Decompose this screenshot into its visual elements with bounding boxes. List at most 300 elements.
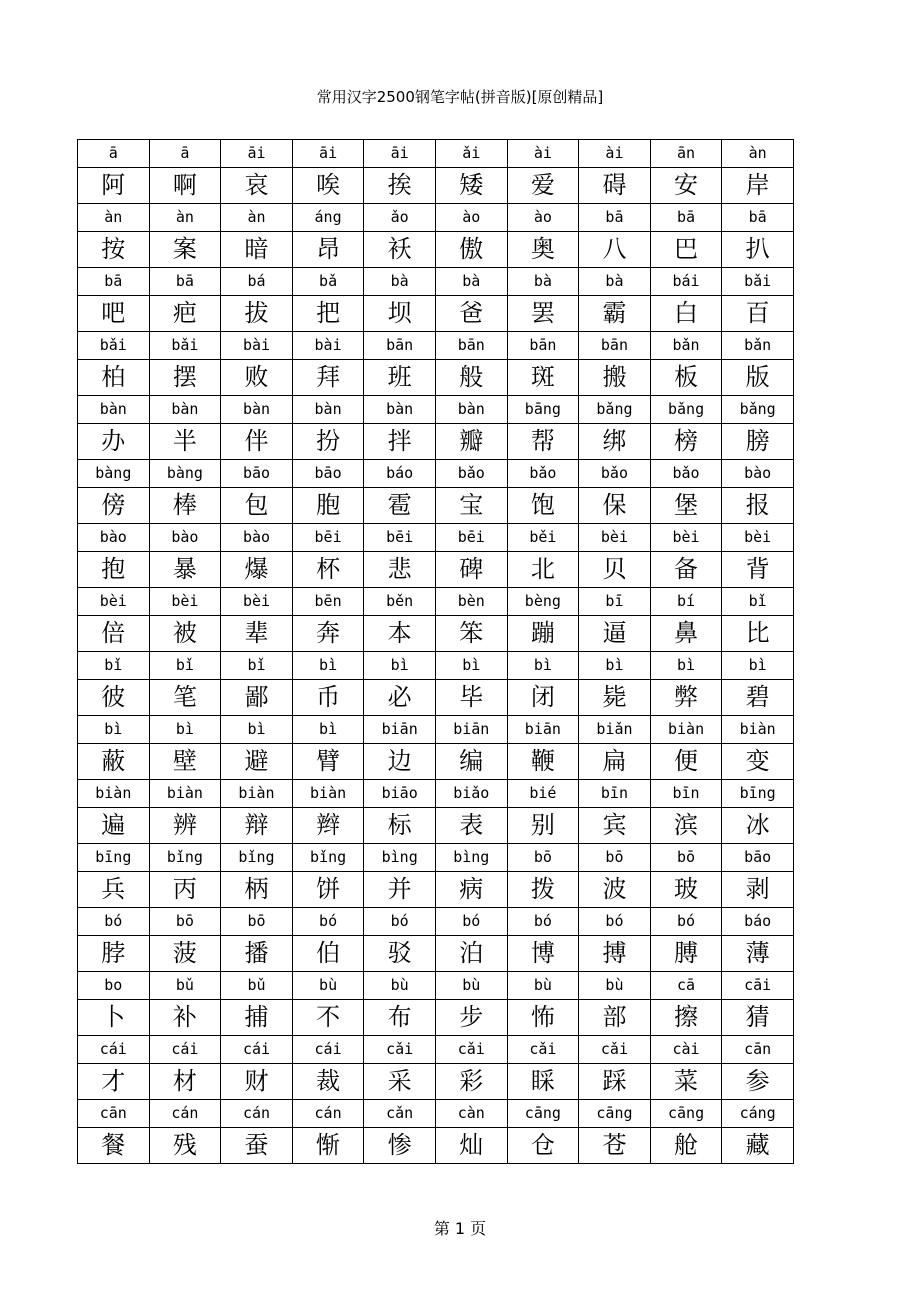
pinyin-cell: bō	[221, 908, 293, 936]
character-cell: 残	[149, 1128, 221, 1164]
character-cell: 碍	[579, 168, 651, 204]
pinyin-cell: cǎi	[579, 1036, 651, 1064]
pinyin-cell: bàn	[292, 396, 364, 424]
character-cell: 臂	[292, 744, 364, 780]
pinyin-row	[78, 780, 794, 808]
character-cell: 编	[435, 744, 507, 780]
pinyin-cell: bǐng	[292, 844, 364, 872]
character-cell: 把	[292, 296, 364, 332]
pinyin-cell: biǎn	[579, 716, 651, 744]
pinyin-row	[78, 716, 794, 744]
character-cell: 笨	[435, 616, 507, 652]
character-cell: 弊	[650, 680, 722, 716]
character-row	[78, 488, 794, 524]
pinyin-cell: bàn	[364, 396, 436, 424]
pinyin-cell: ān	[650, 140, 722, 168]
character-cell: 吧	[78, 296, 150, 332]
pinyin-row	[78, 588, 794, 616]
character-cell: 毕	[435, 680, 507, 716]
pinyin-cell: bèi	[221, 588, 293, 616]
pinyin-cell: bēi	[435, 524, 507, 552]
character-cell: 蚕	[221, 1128, 293, 1164]
pinyin-cell: biàn	[292, 780, 364, 808]
pinyin-cell: biàn	[221, 780, 293, 808]
pinyin-cell: bèi	[149, 588, 221, 616]
pinyin-cell: cán	[292, 1100, 364, 1128]
character-cell: 搬	[579, 360, 651, 396]
character-cell: 败	[221, 360, 293, 396]
character-cell: 鞭	[507, 744, 579, 780]
character-cell: 怖	[507, 1000, 579, 1036]
character-cell: 才	[78, 1064, 150, 1100]
pinyin-cell: bǐng	[149, 844, 221, 872]
character-cell: 卜	[78, 1000, 150, 1036]
character-cell: 挨	[364, 168, 436, 204]
pinyin-cell: bèi	[78, 588, 150, 616]
character-cell: 矮	[435, 168, 507, 204]
character-cell: 毙	[579, 680, 651, 716]
character-row	[78, 552, 794, 588]
character-cell: 舱	[650, 1128, 722, 1164]
page-title: 常用汉字2500钢笔字帖(拼音版)[原创精品]	[316, 88, 604, 106]
pinyin-cell: cán	[221, 1100, 293, 1128]
pinyin-cell: bāng	[507, 396, 579, 424]
pinyin-cell: běi	[507, 524, 579, 552]
pinyin-cell: biǎo	[435, 780, 507, 808]
character-cell: 鄙	[221, 680, 293, 716]
copybook-grid	[77, 139, 794, 1164]
character-cell: 宝	[435, 488, 507, 524]
pinyin-cell: bīng	[78, 844, 150, 872]
pinyin-cell: ào	[507, 204, 579, 232]
character-cell: 拌	[364, 424, 436, 460]
pinyin-cell: cái	[221, 1036, 293, 1064]
pinyin-cell: bó	[650, 908, 722, 936]
pinyin-cell: bān	[364, 332, 436, 360]
pinyin-cell: bà	[435, 268, 507, 296]
pinyin-cell: bó	[507, 908, 579, 936]
pinyin-cell: bēn	[292, 588, 364, 616]
pinyin-row	[78, 652, 794, 680]
character-cell: 彼	[78, 680, 150, 716]
pinyin-cell: bào	[149, 524, 221, 552]
pinyin-cell: bèi	[650, 524, 722, 552]
pinyin-cell: bàng	[149, 460, 221, 488]
pinyin-cell: bǐ	[149, 652, 221, 680]
character-cell: 岸	[722, 168, 794, 204]
pinyin-cell: bì	[292, 716, 364, 744]
pinyin-cell: bǎ	[292, 268, 364, 296]
pinyin-cell: bàng	[78, 460, 150, 488]
pinyin-cell: bì	[221, 716, 293, 744]
character-cell: 傍	[78, 488, 150, 524]
pinyin-cell: cán	[149, 1100, 221, 1128]
character-cell: 别	[507, 808, 579, 844]
character-cell: 博	[507, 936, 579, 972]
character-cell: 滨	[650, 808, 722, 844]
pinyin-cell: bù	[364, 972, 436, 1000]
character-cell: 播	[221, 936, 293, 972]
pinyin-cell: cáng	[722, 1100, 794, 1128]
pinyin-cell: bō	[579, 844, 651, 872]
character-cell: 悲	[364, 552, 436, 588]
pinyin-row	[78, 204, 794, 232]
character-cell: 遍	[78, 808, 150, 844]
pinyin-cell: bān	[579, 332, 651, 360]
character-cell: 罢	[507, 296, 579, 332]
pinyin-cell: bàn	[78, 396, 150, 424]
pinyin-cell: ǎo	[364, 204, 436, 232]
pinyin-cell: bà	[507, 268, 579, 296]
pinyin-cell: bīn	[650, 780, 722, 808]
character-cell: 玻	[650, 872, 722, 908]
pinyin-cell: bō	[650, 844, 722, 872]
character-cell: 帮	[507, 424, 579, 460]
character-cell: 搏	[579, 936, 651, 972]
character-cell: 扒	[722, 232, 794, 268]
character-cell: 阿	[78, 168, 150, 204]
pinyin-cell: cāng	[507, 1100, 579, 1128]
character-cell: 版	[722, 360, 794, 396]
pinyin-row	[78, 396, 794, 424]
character-cell: 宾	[579, 808, 651, 844]
pinyin-cell: ài	[579, 140, 651, 168]
character-cell: 瓣	[435, 424, 507, 460]
character-cell: 包	[221, 488, 293, 524]
character-cell: 比	[722, 616, 794, 652]
pinyin-cell: běn	[364, 588, 436, 616]
character-cell: 按	[78, 232, 150, 268]
pinyin-cell: ā	[149, 140, 221, 168]
character-cell: 拜	[292, 360, 364, 396]
character-cell: 辩	[221, 808, 293, 844]
pinyin-cell: ā	[78, 140, 150, 168]
pinyin-row	[78, 268, 794, 296]
character-cell: 辨	[149, 808, 221, 844]
character-cell: 仓	[507, 1128, 579, 1164]
pinyin-cell: bǎn	[650, 332, 722, 360]
character-cell: 雹	[364, 488, 436, 524]
pinyin-row	[78, 972, 794, 1000]
pinyin-cell: bān	[435, 332, 507, 360]
character-cell: 摆	[149, 360, 221, 396]
character-cell: 币	[292, 680, 364, 716]
character-cell: 补	[149, 1000, 221, 1036]
pinyin-cell: bān	[507, 332, 579, 360]
pinyin-cell: cāi	[722, 972, 794, 1000]
pinyin-row	[78, 844, 794, 872]
pinyin-cell: cái	[292, 1036, 364, 1064]
pinyin-cell: bèn	[435, 588, 507, 616]
pinyin-row	[78, 1036, 794, 1064]
character-cell: 拨	[507, 872, 579, 908]
character-cell: 财	[221, 1064, 293, 1100]
pinyin-cell: bī	[579, 588, 651, 616]
pinyin-cell: bīng	[722, 780, 794, 808]
character-cell: 碧	[722, 680, 794, 716]
pinyin-cell: bàn	[435, 396, 507, 424]
character-cell: 备	[650, 552, 722, 588]
character-cell: 边	[364, 744, 436, 780]
pinyin-row	[78, 524, 794, 552]
character-cell: 捕	[221, 1000, 293, 1036]
pinyin-cell: bo	[78, 972, 150, 1000]
pinyin-cell: biàn	[78, 780, 150, 808]
pinyin-cell: āi	[364, 140, 436, 168]
character-cell: 杯	[292, 552, 364, 588]
pinyin-cell: bǎo	[650, 460, 722, 488]
character-cell: 布	[364, 1000, 436, 1036]
pinyin-cell: bā	[149, 268, 221, 296]
character-row	[78, 360, 794, 396]
pinyin-cell: bà	[579, 268, 651, 296]
character-row	[78, 936, 794, 972]
pinyin-cell: bāo	[292, 460, 364, 488]
character-cell: 贝	[579, 552, 651, 588]
pinyin-cell: bái	[650, 268, 722, 296]
pinyin-row	[78, 140, 794, 168]
pinyin-cell: biàn	[650, 716, 722, 744]
pinyin-cell: bì	[507, 652, 579, 680]
character-cell: 被	[149, 616, 221, 652]
pinyin-cell: bèi	[579, 524, 651, 552]
character-cell: 傲	[435, 232, 507, 268]
character-cell: 变	[722, 744, 794, 780]
character-cell: 丙	[149, 872, 221, 908]
character-cell: 冰	[722, 808, 794, 844]
character-cell: 案	[149, 232, 221, 268]
character-cell: 奔	[292, 616, 364, 652]
character-cell: 爱	[507, 168, 579, 204]
pinyin-cell: bāo	[221, 460, 293, 488]
pinyin-cell: bèng	[507, 588, 579, 616]
character-cell: 薄	[722, 936, 794, 972]
pinyin-cell: cǎn	[364, 1100, 436, 1128]
character-row	[78, 1128, 794, 1164]
pinyin-cell: bì	[650, 652, 722, 680]
pinyin-cell: bǐ	[78, 652, 150, 680]
character-row	[78, 680, 794, 716]
character-cell: 拔	[221, 296, 293, 332]
character-cell: 斑	[507, 360, 579, 396]
character-cell: 饱	[507, 488, 579, 524]
pinyin-cell: bài	[292, 332, 364, 360]
character-cell: 蔽	[78, 744, 150, 780]
character-cell: 袄	[364, 232, 436, 268]
character-cell: 踩	[579, 1064, 651, 1100]
character-cell: 霸	[579, 296, 651, 332]
character-cell: 爸	[435, 296, 507, 332]
pinyin-cell: bǎo	[579, 460, 651, 488]
character-cell: 部	[579, 1000, 651, 1036]
character-cell: 便	[650, 744, 722, 780]
character-cell: 菠	[149, 936, 221, 972]
character-cell: 暴	[149, 552, 221, 588]
character-cell: 奥	[507, 232, 579, 268]
pinyin-cell: ài	[507, 140, 579, 168]
pinyin-row	[78, 460, 794, 488]
pinyin-cell: bó	[364, 908, 436, 936]
pinyin-cell: bà	[364, 268, 436, 296]
character-cell: 避	[221, 744, 293, 780]
character-cell: 笔	[149, 680, 221, 716]
pinyin-cell: báo	[722, 908, 794, 936]
character-cell: 步	[435, 1000, 507, 1036]
pinyin-cell: bǎng	[650, 396, 722, 424]
character-cell: 扁	[579, 744, 651, 780]
character-cell: 参	[722, 1064, 794, 1100]
pinyin-cell: bō	[507, 844, 579, 872]
character-cell: 唉	[292, 168, 364, 204]
character-cell: 彩	[435, 1064, 507, 1100]
character-cell: 保	[579, 488, 651, 524]
pinyin-cell: báo	[364, 460, 436, 488]
character-row	[78, 872, 794, 908]
character-cell: 啊	[149, 168, 221, 204]
pinyin-cell: bǎng	[579, 396, 651, 424]
character-cell: 坝	[364, 296, 436, 332]
character-cell: 裁	[292, 1064, 364, 1100]
character-cell: 逼	[579, 616, 651, 652]
pinyin-cell: bǎn	[722, 332, 794, 360]
character-row	[78, 168, 794, 204]
pinyin-cell: bó	[435, 908, 507, 936]
pinyin-cell: bǎo	[435, 460, 507, 488]
pinyin-cell: bì	[78, 716, 150, 744]
character-row	[78, 808, 794, 844]
character-cell: 般	[435, 360, 507, 396]
pinyin-cell: bǐ	[722, 588, 794, 616]
character-cell: 波	[579, 872, 651, 908]
pinyin-cell: bō	[149, 908, 221, 936]
pinyin-cell: bì	[579, 652, 651, 680]
pinyin-cell: cāng	[579, 1100, 651, 1128]
pinyin-cell: cān	[78, 1100, 150, 1128]
character-cell: 本	[364, 616, 436, 652]
character-cell: 饼	[292, 872, 364, 908]
character-cell: 菜	[650, 1064, 722, 1100]
character-cell: 北	[507, 552, 579, 588]
character-cell: 柄	[221, 872, 293, 908]
pinyin-cell: bìng	[364, 844, 436, 872]
pinyin-cell: càn	[435, 1100, 507, 1128]
character-cell: 爆	[221, 552, 293, 588]
pinyin-cell: bǎi	[149, 332, 221, 360]
character-cell: 标	[364, 808, 436, 844]
character-cell: 巴	[650, 232, 722, 268]
character-row	[78, 1000, 794, 1036]
character-row	[78, 1064, 794, 1100]
character-cell: 膀	[722, 424, 794, 460]
character-cell: 半	[149, 424, 221, 460]
character-row	[78, 424, 794, 460]
pinyin-cell: bǔ	[149, 972, 221, 1000]
pinyin-cell: ǎi	[435, 140, 507, 168]
pinyin-cell: bù	[507, 972, 579, 1000]
pinyin-cell: bàn	[221, 396, 293, 424]
pinyin-cell: bào	[78, 524, 150, 552]
character-cell: 昂	[292, 232, 364, 268]
character-cell: 疤	[149, 296, 221, 332]
character-row	[78, 744, 794, 780]
pinyin-cell: bào	[221, 524, 293, 552]
pinyin-cell: cā	[650, 972, 722, 1000]
character-row	[78, 232, 794, 268]
character-cell: 膊	[650, 936, 722, 972]
character-cell: 惨	[364, 1128, 436, 1164]
character-cell: 办	[78, 424, 150, 460]
pinyin-cell: bǔ	[221, 972, 293, 1000]
pinyin-cell: bié	[507, 780, 579, 808]
pinyin-cell: bó	[579, 908, 651, 936]
page-number: 第 1 页	[433, 1219, 487, 1238]
pinyin-cell: bā	[579, 204, 651, 232]
pinyin-cell: cǎi	[435, 1036, 507, 1064]
character-cell: 必	[364, 680, 436, 716]
character-cell: 不	[292, 1000, 364, 1036]
character-cell: 擦	[650, 1000, 722, 1036]
character-cell: 闭	[507, 680, 579, 716]
character-cell: 睬	[507, 1064, 579, 1100]
character-cell: 报	[722, 488, 794, 524]
character-cell: 扮	[292, 424, 364, 460]
pinyin-cell: àn	[221, 204, 293, 232]
character-cell: 胞	[292, 488, 364, 524]
character-row	[78, 296, 794, 332]
pinyin-cell: bì	[435, 652, 507, 680]
character-cell: 辫	[292, 808, 364, 844]
pinyin-cell: bā	[650, 204, 722, 232]
character-cell: 苍	[579, 1128, 651, 1164]
pinyin-cell: áng	[292, 204, 364, 232]
character-cell: 安	[650, 168, 722, 204]
character-cell: 餐	[78, 1128, 150, 1164]
pinyin-cell: bēi	[364, 524, 436, 552]
pinyin-cell: àn	[722, 140, 794, 168]
pinyin-row	[78, 332, 794, 360]
character-cell: 绑	[579, 424, 651, 460]
pinyin-cell: cǎi	[364, 1036, 436, 1064]
pinyin-cell: āi	[221, 140, 293, 168]
pinyin-cell: biān	[364, 716, 436, 744]
pinyin-cell: bīn	[579, 780, 651, 808]
character-cell: 驳	[364, 936, 436, 972]
character-cell: 抱	[78, 552, 150, 588]
character-cell: 暗	[221, 232, 293, 268]
pinyin-cell: cān	[722, 1036, 794, 1064]
character-cell: 并	[364, 872, 436, 908]
character-cell: 藏	[722, 1128, 794, 1164]
pinyin-cell: cái	[78, 1036, 150, 1064]
pinyin-cell: bēi	[292, 524, 364, 552]
character-cell: 哀	[221, 168, 293, 204]
pinyin-cell: ào	[435, 204, 507, 232]
character-cell: 板	[650, 360, 722, 396]
pinyin-cell: bǐng	[221, 844, 293, 872]
pinyin-cell: bāo	[722, 844, 794, 872]
character-cell: 碑	[435, 552, 507, 588]
pinyin-row	[78, 1100, 794, 1128]
pinyin-cell: bì	[292, 652, 364, 680]
character-cell: 伯	[292, 936, 364, 972]
pinyin-cell: bàn	[149, 396, 221, 424]
character-cell: 兵	[78, 872, 150, 908]
pinyin-cell: biàn	[149, 780, 221, 808]
character-cell: 蹦	[507, 616, 579, 652]
character-cell: 采	[364, 1064, 436, 1100]
pinyin-cell: àn	[78, 204, 150, 232]
pinyin-cell: bá	[221, 268, 293, 296]
